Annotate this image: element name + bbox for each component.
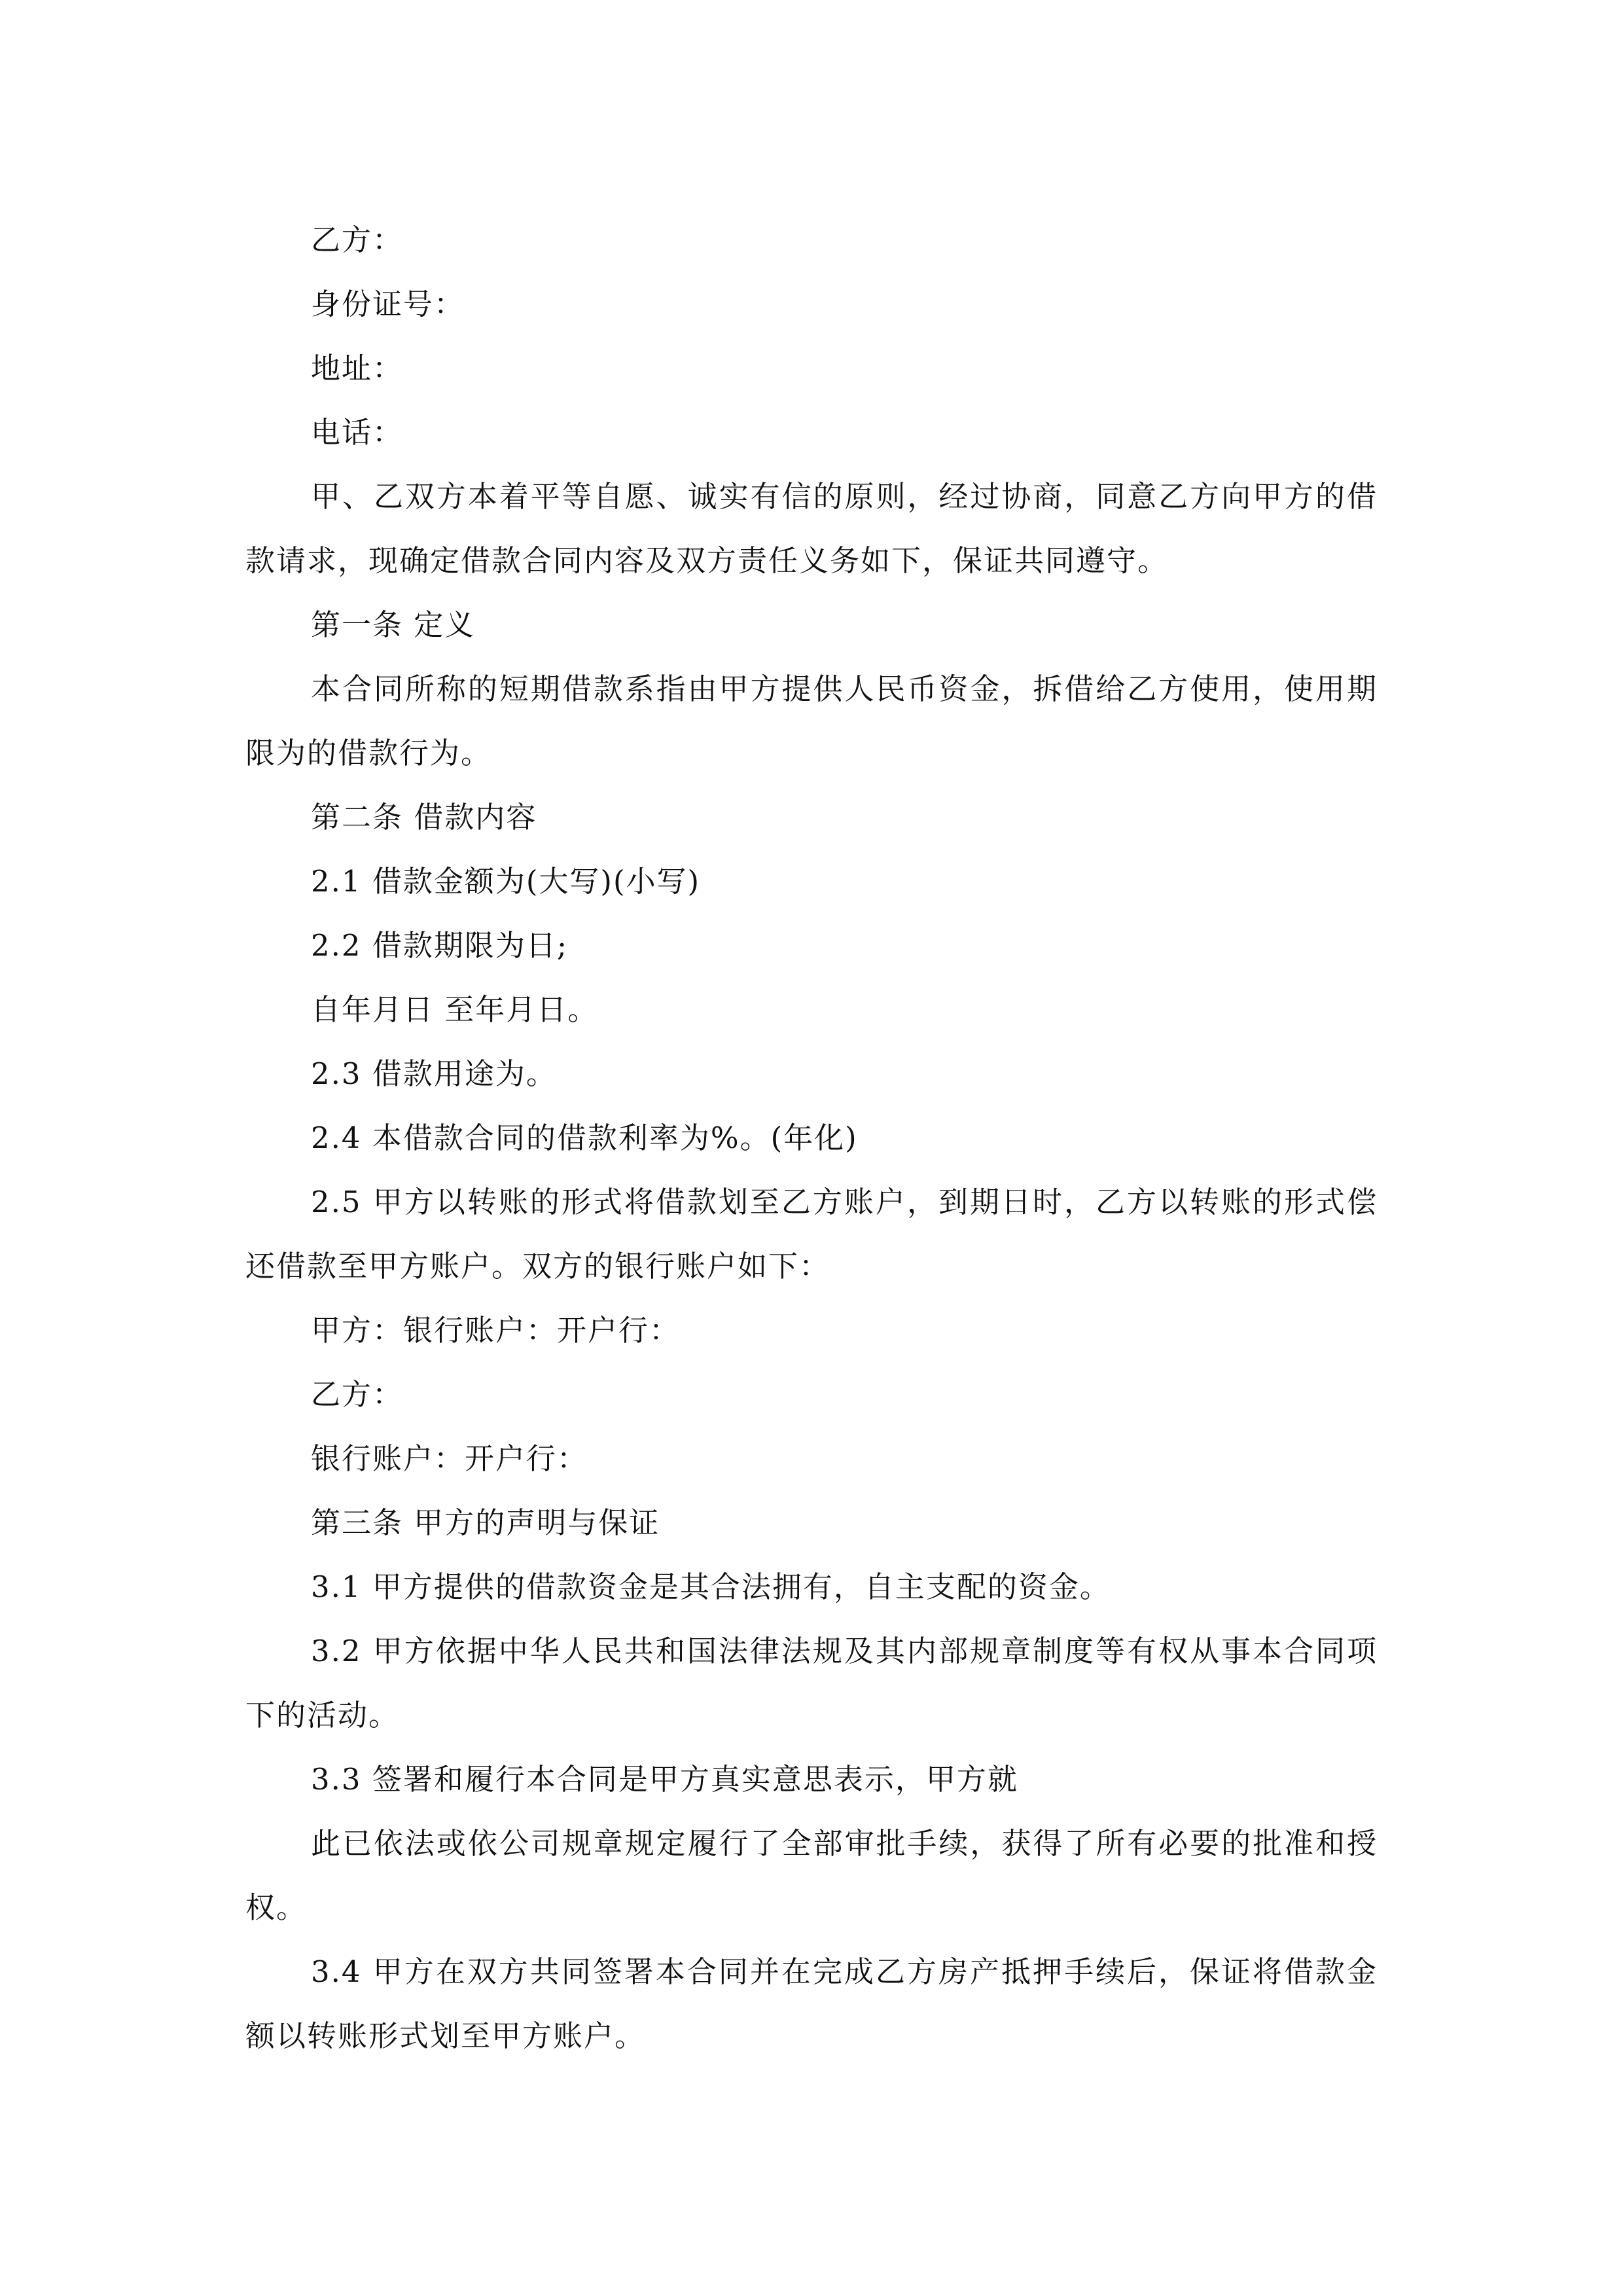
clause-2-3: 2.3 借款用途为。	[311, 1056, 557, 1091]
article-2-heading: 第二条 借款内容	[311, 800, 537, 834]
clause-2-1: 2.1 借款金额为(大写)(小写)	[311, 864, 701, 899]
clause-2-5: 2.5 甲方以转账的形式将借款划至乙方账户，到期日时，乙方以转账的形式偿还借款至甲方账户。双方的银行账户如下：	[245, 1185, 1378, 1283]
address-label: 地址：	[311, 351, 404, 386]
id-number-label: 身份证号：	[311, 287, 465, 321]
article-1-definition: 本合同所称的短期借款系指由甲方提供人民币资金，拆借给乙方使用，使用期限为的借款行为。	[245, 672, 1378, 770]
party-b-label: 乙方：	[311, 223, 404, 257]
clause-2-2-dates: 自年月日 至年月日。	[311, 992, 599, 1027]
clause-3-1: 3.1 甲方提供的借款资金是其合法拥有，自主支配的资金。	[311, 1570, 1111, 1604]
clause-3-3-continued: 此已依法或依公司规章规定履行了全部审批手续，获得了所有必要的批准和授权。	[245, 1826, 1378, 1925]
preamble-paragraph: 甲、乙双方本着平等自愿、诚实有信的原则，经过协商，同意乙方向甲方的借款请求，现确定借款合同内容及双方责任义务如下，保证共同遵守。	[245, 479, 1378, 578]
phone-label: 电话：	[311, 415, 404, 450]
clause-3-2: 3.2 甲方依据中华人民共和国法律法规及其内部规章制度等有权从事本合同项下的活动。	[245, 1634, 1378, 1732]
party-b-bank-account: 银行账户：开户行：	[311, 1441, 588, 1476]
document-body	[245, 208, 1378, 2068]
article-3-heading: 第三条 甲方的声明与保证	[311, 1505, 660, 1540]
clause-3-4: 3.4 甲方在双方共同签署本合同并在完成乙方房产抵押手续后，保证将借款金额以转账形式划至甲方账户。	[245, 1954, 1378, 2053]
party-b-bank-label: 乙方：	[311, 1377, 404, 1412]
clause-2-2: 2.2 借款期限为日;	[311, 928, 569, 963]
party-a-bank-account: 甲方：银行账户：开户行：	[311, 1313, 681, 1348]
clause-2-4: 2.4 本借款合同的借款利率为%。(年化)	[311, 1121, 858, 1155]
article-1-heading: 第一条 定义	[311, 607, 476, 642]
clause-3-3: 3.3 签署和履行本合同是甲方真实意思表示，甲方就	[311, 1762, 1018, 1797]
